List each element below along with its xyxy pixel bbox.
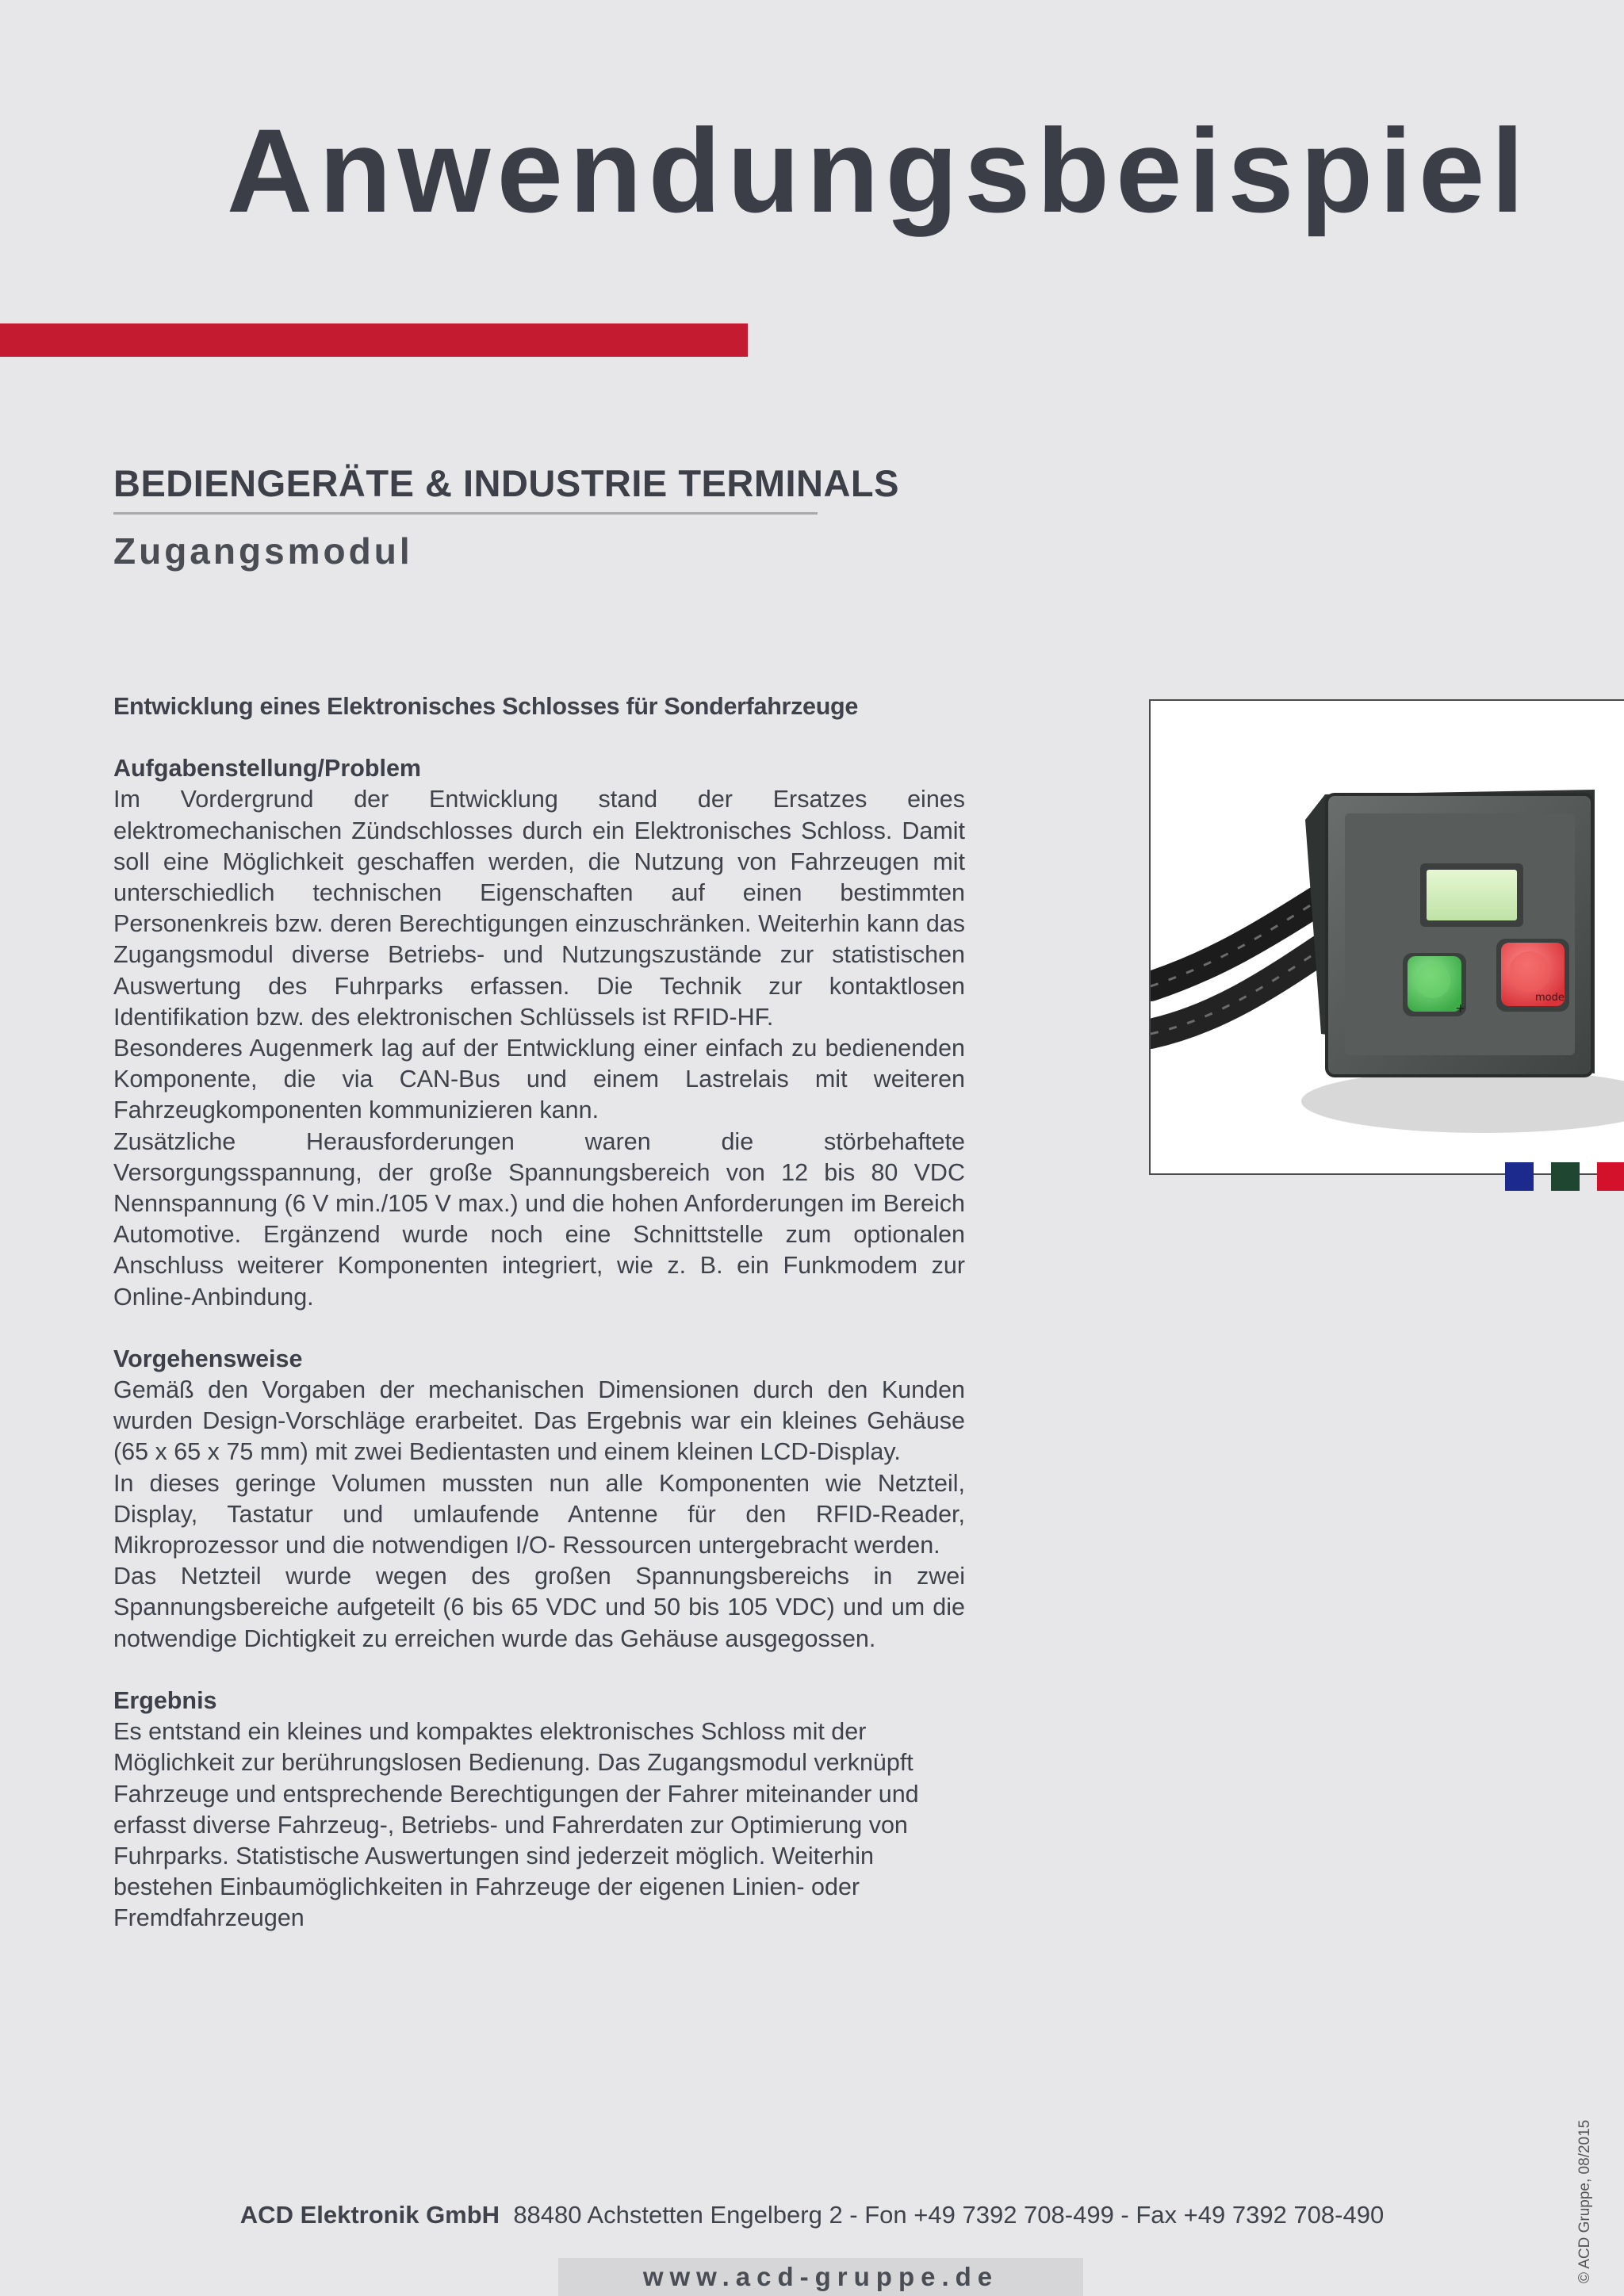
- section-heading: Ergebnis: [113, 1686, 217, 1714]
- section-approach: [113, 1344, 965, 1655]
- red-swatch: [1597, 1162, 1624, 1191]
- green-swatch: [1551, 1162, 1580, 1191]
- plus-label: +: [1455, 1001, 1466, 1016]
- section-result: [113, 1686, 965, 1934]
- category-heading: BEDIENGERÄTE & INDUSTRIE TERMINALS: [113, 462, 899, 504]
- paragraph: In dieses geringe Volumen mussten nun alle Komponenten wie Netzteil, Display, Tastatur und umlaufende Antenne für den RFID-Reader, Mikroprozessor und die notwendigen I/O- Ressourcen untergebracht werden.: [113, 1469, 965, 1559]
- company-name: ACD Elektronik GmbH: [239, 2201, 500, 2229]
- paragraph: Es entstand ein kleines und kompaktes elektronisches Schloss mit der Möglichkeit zur berührungslosen Bedienung. Das Zugangsmodul verknüpft Fahrzeuge und entsprechende Berechtigungen der Fahrer miteinander und erfasst diverse Fahrzeug-, Betriebs- und Fahrerdaten zur Optimierung von Fuhrparks. Statistische Auswertungen sind jederzeit möglich. Weiterhin bestehen Einbaumöglichkeiten in Fahrzeuge der eigenen Linien- oder Fremdfahrzeugen: [113, 1718, 919, 1932]
- lcd-display: [1427, 870, 1517, 920]
- section-heading: Vorgehensweise: [113, 1345, 303, 1372]
- access-module-illustration: [1151, 701, 1624, 1175]
- blue-swatch: [1505, 1162, 1534, 1191]
- article-body: [113, 691, 965, 1965]
- paragraph: Zusätzliche Herausforderungen waren die störbehaftete Versorgungsspannung, der große Spannungsbereich von 12 bis 80 VDC Nennspannung (6 V min./105 V max.) und die hohen Anforderungen im Bereich Automotive. Ergänzend wurde noch eine Schnittstelle zum optionalen Anschluss weiterer Komponenten integriert, wie z. B. ein Funkmodem zur Online-Anbindung.: [113, 1127, 965, 1311]
- paragraph: Besonderes Augenmerk lag auf der Entwicklung einer einfach zu bedienenden Komponente, die via CAN-Bus und einem Lastrelais mit weiteren Fahrzeugkomponenten kommunizieren kann.: [113, 1035, 965, 1124]
- copyright-note: © ACD Gruppe, 08/2015: [1576, 2119, 1593, 2283]
- company-address: 88480 Achstetten Engelberg 2 - Fon +49 7392 708-499 - Fax +49 7392 708-490: [513, 2201, 1385, 2229]
- article-lead: Entwicklung eines Elektronisches Schlosses für Sonderfahrzeuge: [113, 693, 859, 720]
- paragraph: Das Netzteil wurde wegen des großen Spannungsbereichs in zwei Spannungsbereiche aufgeteilt (6 bis 65 VDC und 50 bis 105 VDC) und um die notwendige Dichtigkeit zu erreichen wurde das Gehäuse ausgegossen.: [113, 1563, 965, 1652]
- accent-bar: [0, 323, 748, 357]
- category-underline: [113, 512, 818, 515]
- footer-contact: [0, 2201, 1624, 2229]
- website-link[interactable]: www.acd-gruppe.de: [558, 2258, 1083, 2296]
- section-heading: Aufgabenstellung/Problem: [113, 755, 422, 783]
- paragraph: Gemäß den Vorgaben der mechanischen Dimensionen durch den Kunden wurden Design-Vorschläge erarbeitet. Das Ergebnis war ein kleines Gehäuse (65 x 65 x 75 mm) mit zwei Bedientasten und einem kleinen LCD-Display.: [113, 1376, 965, 1466]
- page-title: Anwendungsbeispiel: [226, 104, 1530, 237]
- paragraph: Im Vordergrund der Entwicklung stand der Ersatzes eines elektromechanischen Zündschlosses durch ein Elektronisches Schloss. Damit soll eine Möglichkeit geschaffen werden, die Nutzung von Fahrzeugen mit unterschiedlich technischen Eigenschaften auf einen bestimmten Personenkreis bzw. deren Berechtigungen einzuschränken. Weiterhin kann das Zugangsmodul diverse Betriebs- und Nutzungszustände zur statistischen Auswertung des Fuhrparks erfassen. Die Technik zur kontaktlosen Identifikation bzw. des elektronischen Schlüssels ist RFID-HF.: [113, 786, 965, 1031]
- mode-label: mode: [1535, 992, 1565, 1004]
- product-photo: [1149, 699, 1624, 1175]
- product-subtitle: Zugangsmodul: [113, 530, 413, 572]
- section-problem: [113, 753, 965, 1313]
